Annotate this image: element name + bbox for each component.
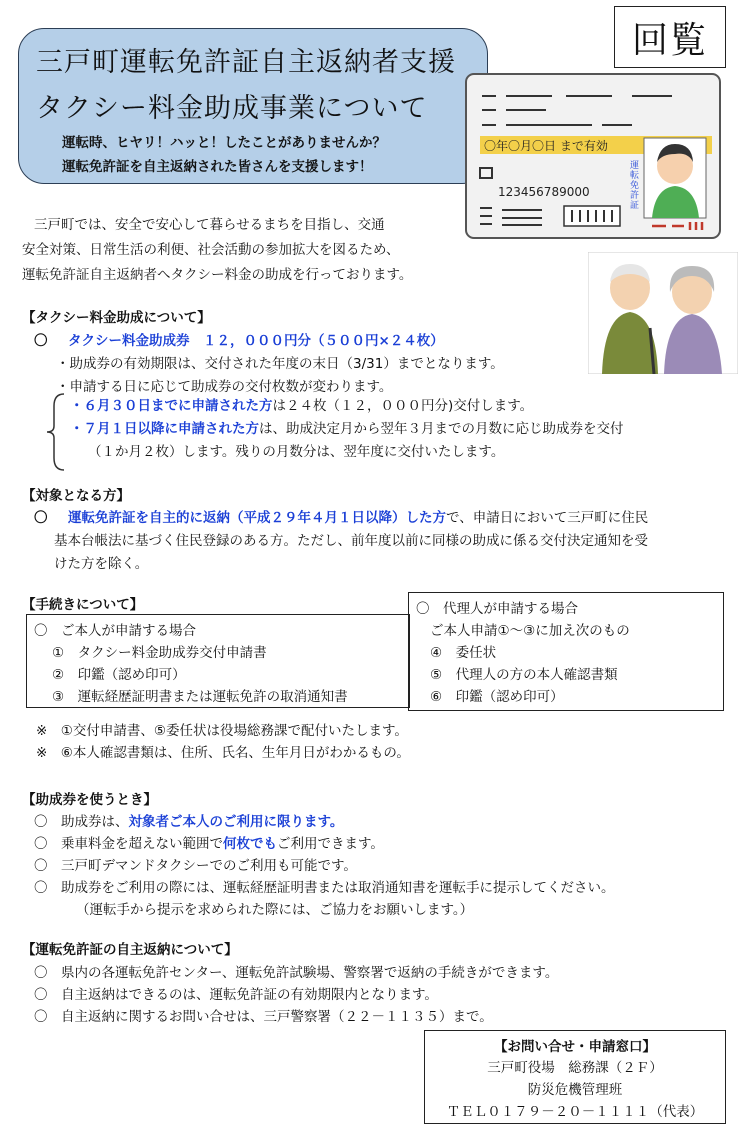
subsidy-sub1: ・６月３０日までに申請された方は２４枚（１２，０００円分)交付します。 xyxy=(70,398,534,414)
self-title: 〇 ご本人が申請する場合 xyxy=(34,623,196,639)
contact-box xyxy=(424,1030,726,1124)
subtitle-line2: 運転免許証を自主返納された皆さんを支援します！ xyxy=(62,159,373,175)
contact-tel: ＴＥＬ０１７９－２０－１１１１（代表） xyxy=(446,1104,704,1120)
proxy-intro: ご本人申請①～③に加え次のもの xyxy=(430,623,630,639)
page-title-line1: 三戸町運転免許証自主返納者支援 xyxy=(36,47,456,78)
subsidy-sub2: ・７月１日以降に申請された方は、助成決定月から翌年３月までの月数に応じ助成券を交付 xyxy=(70,421,624,437)
usage-line2: 〇 乗車料金を超えない範囲で何枚でもご利用できます。 xyxy=(34,836,384,852)
subsidy-bullet2: ・申請する日に応じて助成券の交付枚数が変わります。 xyxy=(56,379,393,395)
license-vertical-label: 運転免許証 xyxy=(630,161,640,211)
eligibility-line1: 運転免許証を自主的に返納（平成２９年４月１日以降）した方で、申請日において三戸町に住民 xyxy=(68,510,649,526)
procedure-note1: ※ ①交付申請書、⑤委任状は役場総務課で配付いたします。 xyxy=(36,723,408,739)
subsidy-main: タクシー料金助成券 １２，０００円分（５００円×２４枚） xyxy=(68,333,444,349)
contact-team: 防災危機管理班 xyxy=(527,1082,623,1098)
proxy-item6: ⑥ 印鑑（認め印可） xyxy=(430,689,564,705)
proxy-item4: ④ 委任状 xyxy=(430,645,497,661)
subsidy-heading: 【タクシー料金助成について】 xyxy=(22,310,211,326)
usage-line1: 〇 助成券は、対象者ご本人のご利用に限ります。 xyxy=(34,814,344,830)
contact-title: 【お問い合せ・申請窓口】 xyxy=(494,1039,656,1055)
usage-line3: 〇 三戸町デマンドタクシーでのご利用も可能です。 xyxy=(34,858,357,874)
usage-heading: 【助成券を使うとき】 xyxy=(22,792,157,808)
page-title-line2: タクシー料金助成事業について xyxy=(36,93,428,124)
procedure-note2: ※ ⑥本人確認書類は、住所、氏名、生年月日がわかるもの。 xyxy=(36,745,410,761)
return-item1: 〇 県内の各運転免許センター、運転免許試験場、警察署で返納の手続きができます。 xyxy=(34,965,559,981)
subsidy-bullet1: ・助成券の有効期限は、交付された年度の末日（3/31）までとなります。 xyxy=(56,356,504,372)
intro-line2: 安全対策、日常生活の利便、社会活動の参加拡大を図るため、 xyxy=(22,242,400,258)
return-item3: 〇 自主返納に関するお問い合せは、三戸警察署（２２－１１３５）まで。 xyxy=(34,1009,493,1025)
intro-line1: 三戸町では、安全で安心して暮らせるまちを目指し、交通 xyxy=(34,217,385,233)
elderly-couple-illustration xyxy=(588,252,738,374)
procedure-heading: 【手続きについて】 xyxy=(22,597,144,613)
subsidy-sub2-continued: （１か月２枚）します。残りの月数分は、翌年度に交付いたします。 xyxy=(88,444,505,460)
circulation-stamp: 回覧 xyxy=(614,6,726,68)
drivers-license-illustration xyxy=(462,70,724,242)
contact-office: 三戸町役場 総務課（２Ｆ） xyxy=(487,1060,663,1076)
subsidy-main-mark: 〇 xyxy=(34,333,48,349)
license-expiry-text: 〇年〇月〇日 まで有効 xyxy=(484,139,608,153)
eligibility-line3: けた方を除く。 xyxy=(54,556,149,572)
eligibility-mark: 〇 xyxy=(34,510,48,526)
intro-line3: 運転免許証自主返納者へタクシー料金の助成を行っております。 xyxy=(22,267,413,283)
return-heading: 【運転免許証の自主返納について】 xyxy=(22,942,238,958)
usage-line4: 〇 助成券をご利用の際には、運転経歴証明書または取消通知書を運転手に提示してください。 xyxy=(34,880,615,896)
eligibility-line2: 基本台帳法に基づく住民登録のある方。ただし、前年度以前に同様の助成に係る交付決定通知を受 xyxy=(54,533,648,549)
proxy-title: 〇 代理人が申請する場合 xyxy=(416,601,578,617)
self-item3: ③ 運転経歴証明書または運転免許の取消通知書 xyxy=(52,689,348,705)
subtitle-line1: 運転時、ヒヤリ！ハッと！したことがありませんか？ xyxy=(62,135,386,151)
return-item2: 〇 自主返納はできるのは、運転免許証の有効期限内となります。 xyxy=(34,987,438,1003)
eligibility-heading: 【対象となる方】 xyxy=(22,488,130,504)
brace-icon xyxy=(44,392,66,472)
proxy-item5: ⑤ 代理人の方の本人確認書類 xyxy=(430,667,618,683)
license-number-text: 123456789000 xyxy=(498,185,590,199)
usage-line5: （運転手から提示を求められた際には、ご協力をお願いします。） xyxy=(76,902,474,918)
self-item2: ② 印鑑（認め印可） xyxy=(52,667,186,683)
self-item1: ① タクシー料金助成券交付申請書 xyxy=(52,645,267,661)
